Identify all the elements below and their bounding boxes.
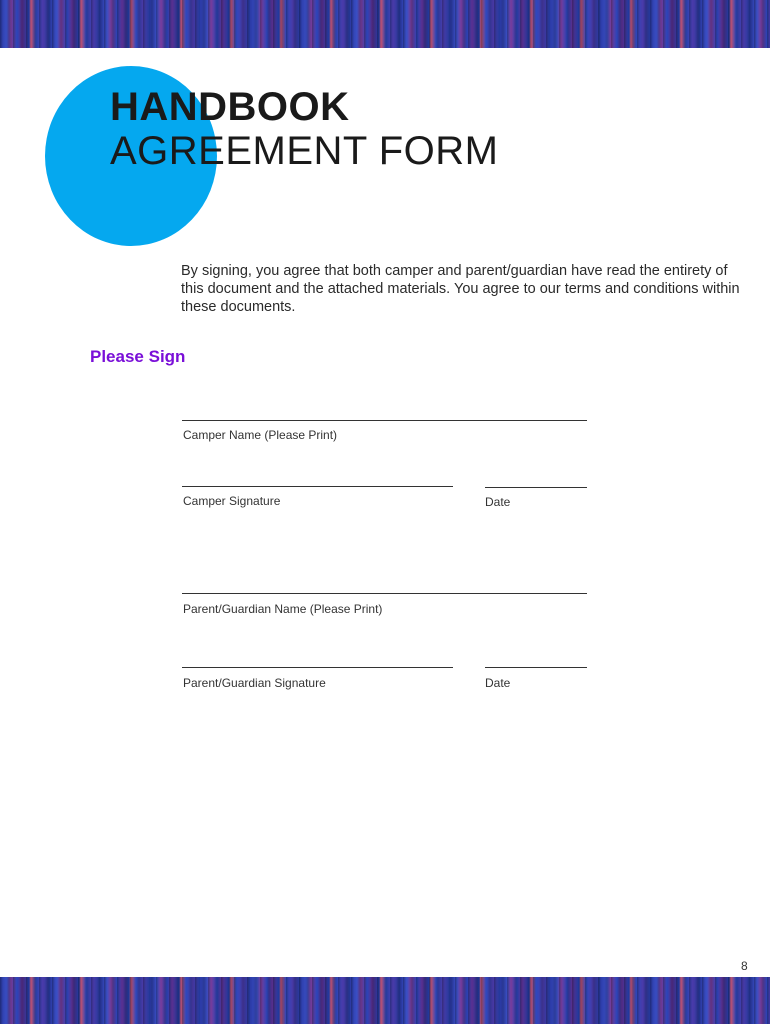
parent-date-label: Date xyxy=(485,676,511,690)
camper-signature-line[interactable] xyxy=(182,486,453,487)
page-title-light: AGREEMENT FORM xyxy=(110,129,499,173)
parent-name-label: Parent/Guardian Name (Please Print) xyxy=(183,602,383,616)
page-title-bold: HANDBOOK xyxy=(110,85,350,129)
camper-date-label: Date xyxy=(485,495,511,509)
page-number: 8 xyxy=(741,959,748,973)
section-heading: Please Sign xyxy=(90,347,186,366)
parent-signature-label: Parent/Guardian Signature xyxy=(183,676,326,690)
top-decorative-band xyxy=(0,0,770,48)
bottom-decorative-band xyxy=(0,977,770,1024)
parent-signature-line[interactable] xyxy=(182,667,453,668)
parent-name-line[interactable] xyxy=(182,593,587,594)
camper-signature-label: Camper Signature xyxy=(183,494,281,508)
intro-paragraph: By signing, you agree that both camper and parent/guardian have read the entirety of this document and the attached materials. You agree to our terms and conditions within these documents. xyxy=(181,263,740,315)
camper-name-line[interactable] xyxy=(182,420,587,421)
camper-date-line[interactable] xyxy=(485,487,587,488)
parent-date-line[interactable] xyxy=(485,667,587,668)
camper-name-label: Camper Name (Please Print) xyxy=(183,428,338,442)
